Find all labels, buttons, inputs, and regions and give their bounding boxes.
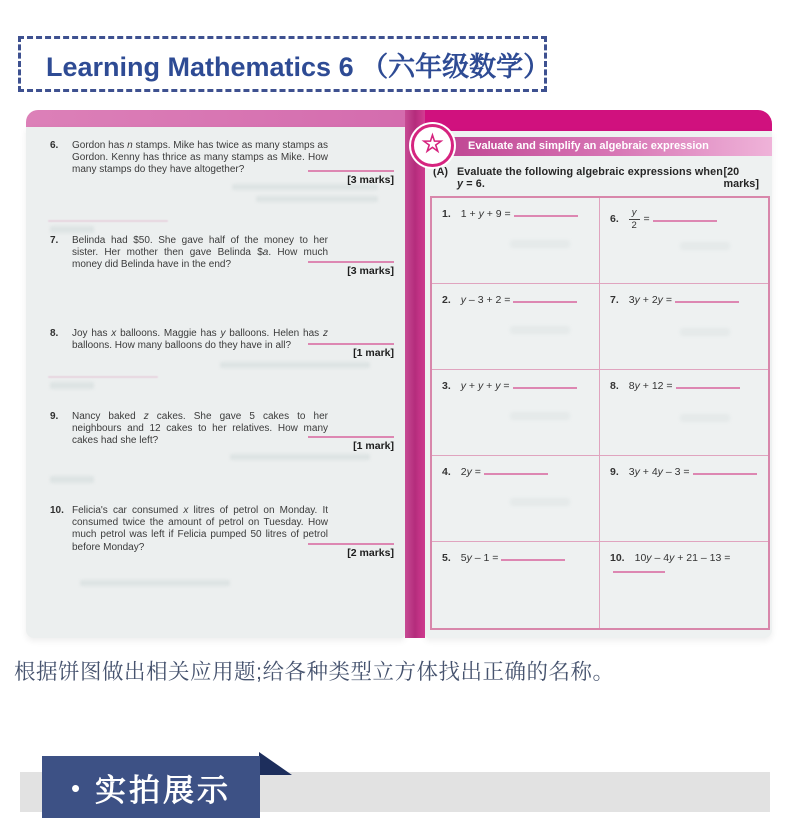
expression: 10y – 4y + 21 – 13 = xyxy=(634,552,731,564)
ghost-showthrough xyxy=(80,580,230,586)
description-caption: 根据饼图做出相关应用题;给各种类型立方体找出正确的名称。 xyxy=(14,660,615,684)
expression: y + y + y = xyxy=(460,380,510,392)
ghost-showthrough xyxy=(230,454,370,460)
item-number: 2. xyxy=(442,294,451,306)
expression: = xyxy=(643,212,650,225)
expr-item-2 xyxy=(432,284,600,370)
expression: 1 + y + 9 = xyxy=(460,208,511,220)
footer-section-title: 实拍展示 xyxy=(95,772,232,808)
answer-line xyxy=(308,343,394,345)
expression: 3y + 4y – 3 = xyxy=(628,466,690,478)
problem-text: Felicia's car consumed x litres of petrol on Monday. It consumed twice the amount of petrol on Tuesday. How much petrol was left if Felicia pumped 50 litres of petrol before Monday? xyxy=(72,505,329,553)
ghost-showthrough xyxy=(48,220,168,222)
item-number: 9. xyxy=(610,466,619,478)
ghost-showthrough xyxy=(48,376,158,378)
expr-item-8 xyxy=(600,370,768,456)
answer-line xyxy=(693,466,757,475)
star-badge-icon xyxy=(411,124,454,167)
item-number: 5. xyxy=(442,552,451,564)
footer-section-ribbon xyxy=(42,756,260,818)
answer-line xyxy=(308,543,394,545)
book-spine xyxy=(405,110,425,638)
expression: 8y + 12 = xyxy=(628,380,673,392)
problem-number: 7. xyxy=(50,235,59,246)
expression-table xyxy=(430,196,770,630)
expr-item-7 xyxy=(600,284,768,370)
bullet-icon: • xyxy=(70,773,81,803)
product-title: Learning Mathematics 6 （六年级数学） xyxy=(46,51,551,82)
problem-text: Joy has x balloons. Maggie has y balloons. Helen has z balloons. How many balloons do they have in all? xyxy=(72,328,328,352)
expression: 2y = xyxy=(460,466,481,478)
instruction-text: Evaluate the following algebraic expressions when y = 6. xyxy=(457,166,723,190)
answer-line xyxy=(308,261,394,263)
answer-line xyxy=(675,294,739,303)
expr-item-1 xyxy=(432,198,600,284)
expr-item-5 xyxy=(432,542,600,628)
marks-label: [1 mark] xyxy=(353,440,394,452)
item-number: 1. xyxy=(442,208,451,220)
marks-label: [1 mark] xyxy=(353,347,394,359)
item-number: 7. xyxy=(610,294,619,306)
problem-text: Gordon has n stamps. Mike has twice as many stamps as Gordon. Kenny has thrice as many stamps as Mike. How many stamps do they have altogether? xyxy=(72,140,328,176)
expr-item-10 xyxy=(600,542,768,628)
ghost-showthrough xyxy=(50,226,94,233)
problem-text: Belinda had $50. She gave half of the money to her sister. Her mother then gave Belinda $a. How much money did Belinda have in the end? xyxy=(72,235,329,271)
expr-item-4 xyxy=(432,456,600,542)
problem-number: 10. xyxy=(50,505,64,516)
marks-label: [3 marks] xyxy=(347,265,394,277)
answer-line xyxy=(676,380,740,389)
fraction-denominator: 2 xyxy=(631,219,637,231)
marks-label: [2 marks] xyxy=(347,547,394,559)
product-title-box xyxy=(18,36,551,92)
word-problem-6 xyxy=(50,140,350,177)
fraction xyxy=(629,208,640,230)
expression: 3y + 2y = xyxy=(628,294,672,306)
answer-line xyxy=(308,170,394,172)
answer-line xyxy=(308,436,394,438)
item-number: 8. xyxy=(610,380,619,392)
problem-text: Nancy baked z cakes. She gave 5 cakes to her neighbours and 12 cakes to her relatives. How many cakes had she left? xyxy=(72,411,328,447)
answer-line xyxy=(653,213,717,222)
answer-line xyxy=(484,466,548,475)
ghost-showthrough xyxy=(256,196,378,202)
item-number: 10. xyxy=(610,552,625,564)
expression: y – 3 + 2 = xyxy=(460,294,511,306)
fraction-numerator: y xyxy=(629,208,640,220)
book-photo xyxy=(20,110,772,638)
marks-label: [3 marks] xyxy=(347,174,394,186)
answer-line xyxy=(501,552,565,561)
section-banner: Evaluate and simplify an algebraic expression xyxy=(441,137,772,156)
answer-line xyxy=(513,380,577,389)
answer-line xyxy=(513,294,577,303)
expr-item-6 xyxy=(600,198,768,284)
ghost-showthrough xyxy=(50,382,94,389)
expr-item-3 xyxy=(432,370,600,456)
expr-item-9 xyxy=(600,456,768,542)
problem-number: 6. xyxy=(50,140,59,151)
problem-number: 9. xyxy=(50,411,59,422)
total-marks-label: [20 marks] xyxy=(723,166,759,190)
expression: 5y – 1 = xyxy=(460,552,499,564)
part-label: (A) xyxy=(433,166,448,178)
answer-line xyxy=(613,564,665,573)
item-number: 3. xyxy=(442,380,451,392)
ghost-showthrough xyxy=(50,476,94,483)
ghost-showthrough xyxy=(220,362,370,368)
item-number: 4. xyxy=(442,466,451,478)
answer-line xyxy=(514,208,578,217)
item-number: 6. xyxy=(610,212,619,225)
section-instruction-row xyxy=(433,166,772,190)
problem-number: 8. xyxy=(50,328,59,339)
star-icon: ☆ xyxy=(421,130,444,158)
